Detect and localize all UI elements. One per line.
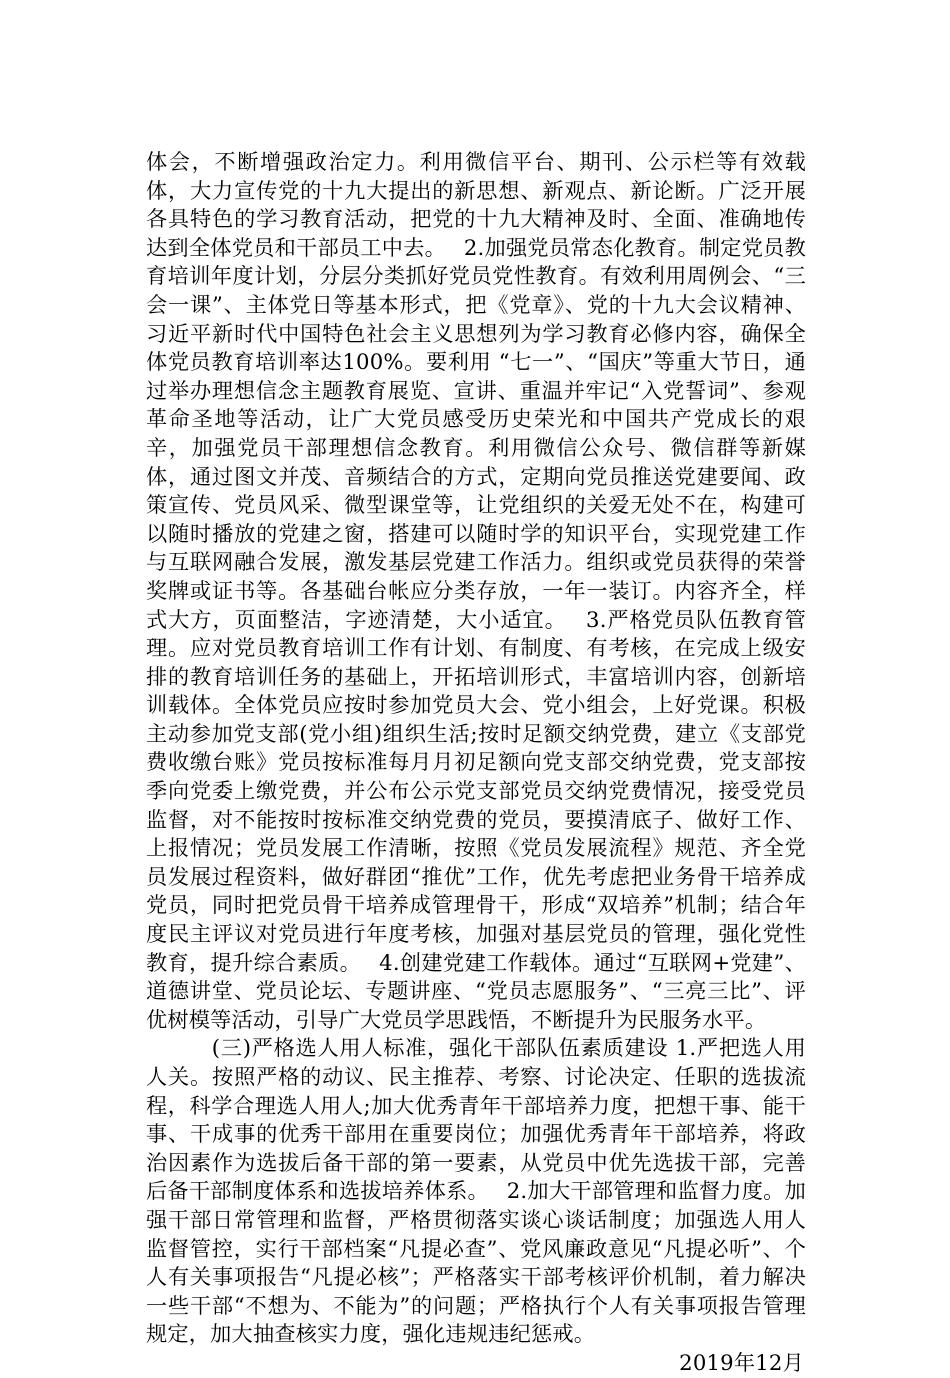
document-body (146, 148, 806, 1378)
paragraph-cadre-selection: (三)严格选人用人标准，强化干部队伍素质建设 1.严把选人用人关。按照严格的动议、民主推荐、考察、讨论决定、任职的选拔流程，科学合理选人用人;加大优秀青年干部培养力度，把想干事、能干事、干成事的优秀干部用在重要岗位；加强优秀青年干部培养，将政治因素作为选拔后备干部的第一要素，从党员中优先选拔干部，完善后备干部制度体系和选拔培养体系。 2.加大干部管理和监督力度。加强干部日常管理和监督，严格贯彻落实谈心谈话制度；加强选人用人监督管控，实行干部档案“凡提必查”、党风廉政意见“凡提必听”、个人有关事项报告“凡提必核”；严格落实干部考核评价机制，着力解决一些干部“不想为、不能为”的问题；严格执行个人有关事项报告管理规定，加大抽查核实力度，强化违规违纪惩戒。 (146, 1035, 806, 1347)
document-date: 2019年12月 (679, 1349, 804, 1375)
paragraph-party-education: 体会，不断增强政治定力。利用微信平台、期刊、公示栏等有效载体，大力宣传党的十九大提出的新思想、新观点、新论断。广泛开展各具特色的学习教育活动，把党的十九大精神及时、全面、准确地传达到全体党员和干部员工中去。 2.加强党员常态化教育。制定党员教育培训年度计划，分层分类抓好党员党性教育。有效利用周例会、“三会一课”、主体党日等基本形式，把《党章》、党的十九大会议精神、习近平新时代中国特色社会主义思想列为学习教育必修内容，确保全体党员教育培训率达100%。要利用 “七一”、“国庆”等重大节日，通过举办理想信念主题教育展览、宣讲、重温并牢记“入党誓词”、参观革命圣地等活动，让广大党员感受历史荣光和中国共产党成长的艰辛，加强党员干部理想信念教育。利用微信公众号、微信群等新媒体，通过图文并茂、音频结合的方式，定期向党员推送党建要闻、政策宣传、党员风采、微型课堂等，让党组织的关爱无处不在，构建可以随时播放的党建之窗，搭建可以随时学的知识平台，实现党建工作与互联网融合发展，激发基层党建工作活力。组织或党员获得的荣誉奖牌或证书等。各基础台帐应分类存放，一年一装订。内容齐全，样式大方，页面整洁，字迹清楚，大小适宜。 3.严格党员队伍教育管理。应对党员教育培训工作有计划、有制度、有考核，在完成上级安排的教育培训任务的基础上，开拓培训形式，丰富培训内容，创新培训载体。全体党员应按时参加党员大会、党小组会，上好党课。积极主动参加党支部(党小组)组织生活;按时足额交纳党费，建立《支部党费收缴台账》党员按标准每月月初足额向党支部交纳党费，党支部按季向党委上缴党费，并公布公示党支部党员交纳党费情况，接受党员监督，对不能按时按标准交纳党费的党员，要摸清底子、做好工作、上报情况；党员发展工作清晰，按照《党员发展流程》规范、齐全党员发展过程资料，做好群团“推优”工作，优先考虑把业务骨干培养成党员，同时把党员骨干培养成管理骨干，形成“双培养”机制；结合年度民主评议对党员进行年度考核，加强对基层党员的管理，强化党性教育，提升综合素质。 4.创建党建工作载体。通过“互联网+党建”、道德讲堂、党员论坛、专题讲座、“党员志愿服务”、“三亮三比”、评优树模等活动，引导广大党员学思践悟，不断提升为民服务水平。 (146, 149, 806, 1032)
